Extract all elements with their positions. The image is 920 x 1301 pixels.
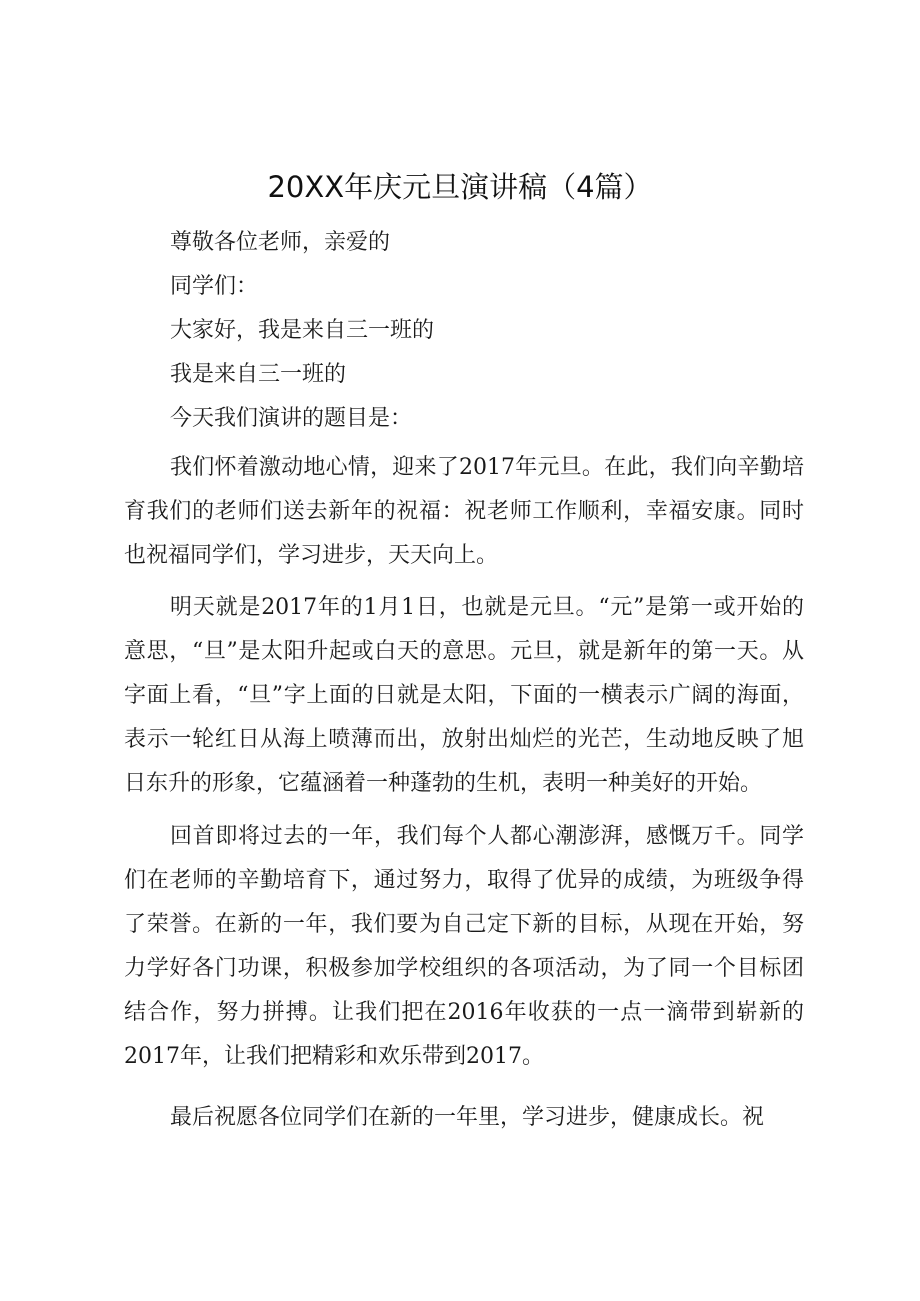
greeting-line-2: 同学们： xyxy=(170,274,259,299)
intro-line-1: 大家好，我是来自三一班的 xyxy=(170,318,435,343)
intro-line-2: 我是来自三一班的 xyxy=(170,362,347,387)
paragraph-4: 最后祝愿各位同学们在新的一年里，学习进步，健康成长。祝 xyxy=(170,1105,765,1130)
greeting-line-1: 尊敬各位老师，亲爱的 xyxy=(170,230,391,255)
topic-line: 今天我们演讲的题目是： xyxy=(170,406,413,431)
paragraph-2: 明天就是2017年的1月1日，也就是元旦。“元”是第一或开始的意思，“旦”是太阳升起或白天的意思。元旦，就是新年的第一天。从字面上看，“旦”字上面的日就是太阳，下面的一横表示广阔的海面，表示一轮红日从海上喷薄而出，放射出灿烂的光芒，生动地反映了旭日东升的形象，它蕴涵着一种蓬勃的生机，表明一种美好的开始。 xyxy=(124,595,804,796)
paragraph-1: 我们怀着激动地心情，迎来了2017年元旦。在此，我们向辛勤培育我们的老师们送去新年的祝福：祝老师工作顺利，幸福安康。同时也祝福同学们，学习进步，天天向上。 xyxy=(124,455,804,568)
document-title: 20XX年庆元旦演讲稿（4篇） xyxy=(267,170,653,204)
paragraph-3: 回首即将过去的一年，我们每个人都心潮澎湃，感慨万千。同学们在老师的辛勤培育下，通过努力，取得了优异的成绩，为班级争得了荣誉。在新的一年，我们要为自己定下新的目标，从现在开始，努力学好各门功课，积极参加学校组织的各项活动，为了同一个目标团结合作，努力拼搏。让我们把在2016年收获的一点一滴带到崭新的2017年，让我们把精彩和欢乐带到2017。 xyxy=(124,824,804,1069)
